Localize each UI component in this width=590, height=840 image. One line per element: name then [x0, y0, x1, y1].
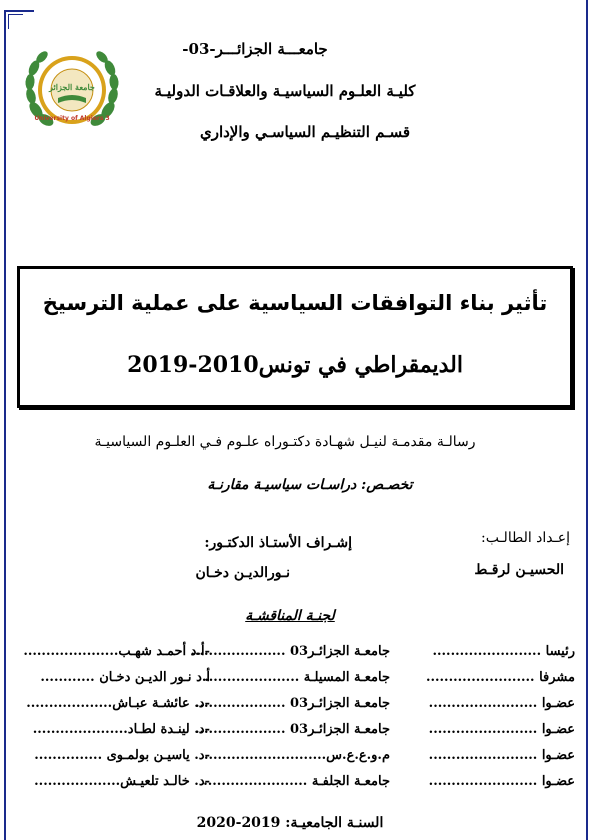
faculty-name: كليـة العلـوم السياسيـة والعلاقـات الدوليـة — [154, 82, 416, 100]
department-name: قسـم التنظيـم السياسـي والإداري — [199, 123, 411, 141]
committee-member-role: عضـوا ........................ — [428, 773, 575, 789]
committee-list — [20, 638, 575, 794]
student-name: الحسيـن لرقـط — [474, 562, 564, 578]
thesis-title-box — [17, 266, 573, 408]
committee-member-name: -د. ياسيـن بولمـوى ............... — [34, 747, 210, 763]
university-name: جامعـــة الجزائـــر-03- — [182, 40, 328, 58]
committee-member-name: -د. خالـد تلعيـش................... — [34, 773, 210, 789]
frame-top-border — [4, 10, 34, 12]
svg-text:University of Algiers 3: University of Algiers 3 — [34, 115, 110, 122]
committee-member-name: أ.د نـور الديـن دخـان ............ — [40, 669, 210, 685]
supervisor-label: إشـراف الأستـاذ الدكتـور: — [204, 535, 352, 551]
student-label: إعـداد الطالـب: — [480, 530, 570, 546]
committee-title: لجنـة المناقشـة — [245, 608, 335, 624]
committee-row — [20, 638, 575, 664]
committee-member-institution: جامعـة المسيلـة ..................... — [204, 669, 390, 685]
university-logo-icon — [22, 40, 122, 140]
committee-row — [20, 716, 575, 742]
committee-member-institution: جامعـة الجزائـر03 .................... — [194, 721, 390, 737]
frame-corner-ornament — [8, 14, 23, 29]
committee-member-institution: جامعـة الجزائـر03 .................... — [194, 695, 390, 711]
academic-year: السنـة الجامعيـة: 2019-2020 — [196, 815, 384, 831]
thesis-statement: رسالـة مقدمـة لنيـل شهـادة دكتـوراه علـوم فـي العلـوم السياسيـة — [94, 434, 476, 450]
committee-member-name: -د. لينـدة لطـاد..................... — [32, 721, 210, 737]
committee-member-role: مشرفا ........................ — [425, 669, 575, 685]
thesis-title-line1: تأثير بناء التوافقات السياسية على عملية الترسيخ — [42, 291, 548, 315]
committee-member-institution: جامعـة الجلفـة ....................... — [203, 773, 390, 789]
committee-row — [20, 690, 575, 716]
supervisor-name: نـورالديـن دخـان — [195, 565, 290, 581]
committee-member-institution: جامعـة الجزائـر03 ..................... — [190, 643, 390, 659]
committee-member-role: عضـوا ........................ — [428, 695, 575, 711]
frame-left-border — [4, 10, 6, 840]
thesis-title-line2: الديمقراطي في تونس2010-2019 — [127, 352, 463, 378]
specialization: تخصـص: دراسـات سياسيـة مقارنـة — [207, 477, 413, 493]
svg-text:جامعة الجزائر: جامعة الجزائر — [49, 82, 95, 92]
committee-member-name: -د. عائشـة عبـاش................... — [26, 695, 210, 711]
committee-member-role: عضـوا ........................ — [428, 747, 575, 763]
committee-member-role: رئيسا ........................ — [432, 643, 575, 659]
committee-member-institution: م.و.ع.ع.س........................... — [203, 747, 390, 763]
committee-row — [20, 664, 575, 690]
committee-member-role: عضـوا ........................ — [428, 721, 575, 737]
frame-right-border — [586, 0, 588, 840]
committee-row — [20, 768, 575, 794]
committee-member-name: -أ.د أحمـد شهـب..................... — [23, 643, 210, 659]
committee-row — [20, 742, 575, 768]
